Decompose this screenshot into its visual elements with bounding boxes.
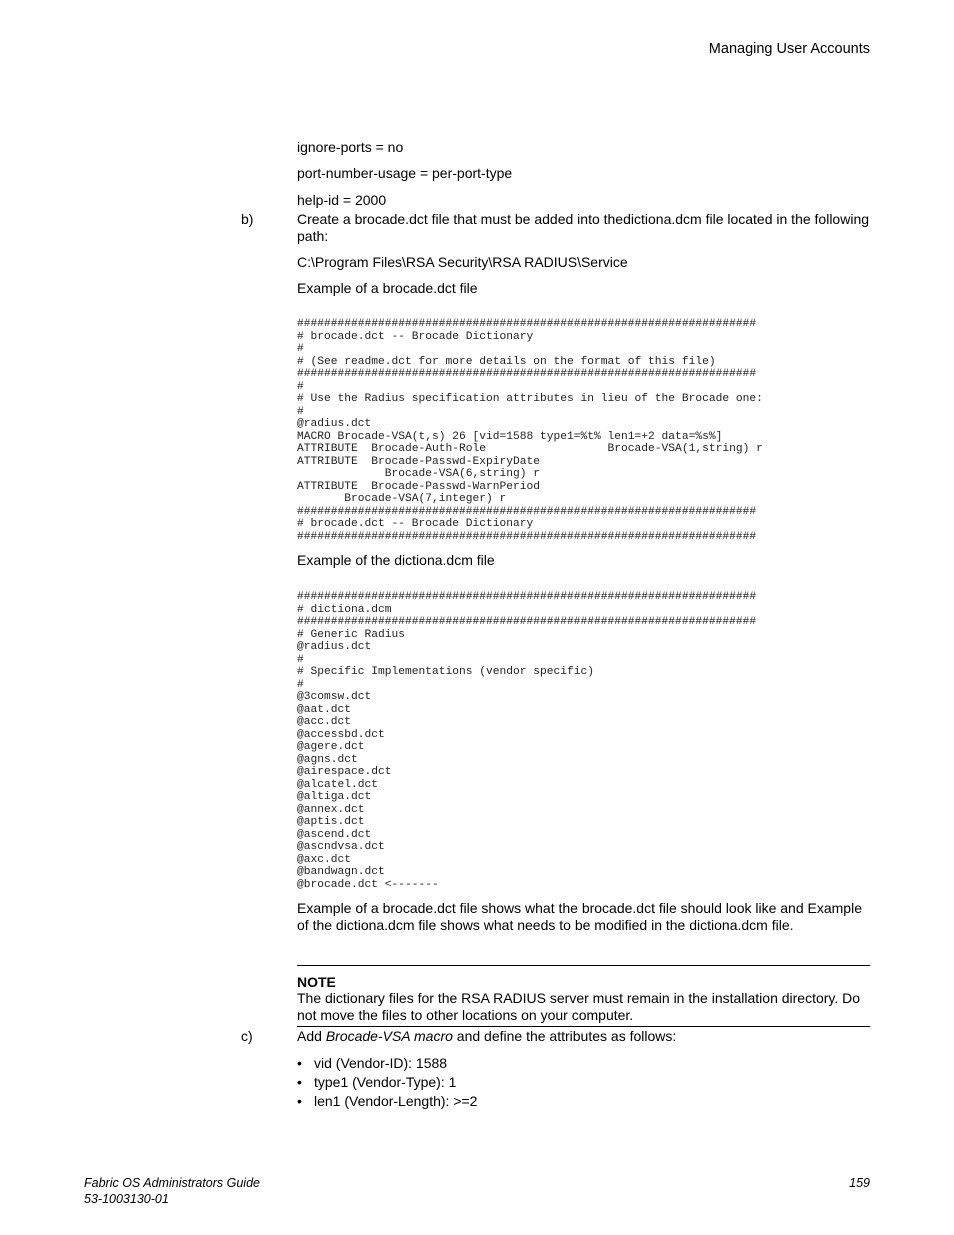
- running-header: Managing User Accounts: [708, 41, 870, 57]
- example-brocade-dct-label: Example of a brocade.dct file: [297, 280, 478, 296]
- dictiona-dcm-code-block: #################################################################### # dictiona.dcm #################################################################### # Generic Radius @radius.dct # # Specific Implementations (vendor specific) # @3comsw.dct @aat.dct @acc.dct @accessbd.dct @agere.dct @agns.dct @airespace.dct @alcatel.dct @altiga.dct @annex.dct @aptis.dct @ascend.dct @ascndvsa.dct @axc.dct @bandwagn.dct @brocade.dct <-------: [297, 591, 757, 891]
- brocade-vsa-macro-term: Brocade-VSA macro: [325, 1028, 453, 1044]
- param-help-id: help-id = 2000: [297, 192, 387, 208]
- step-c-letter: c): [241, 1028, 253, 1044]
- list-item: • type1 (Vendor-Type): 1: [297, 1074, 457, 1090]
- bullet-icon: •: [297, 1093, 302, 1109]
- note-text: The dictionary files for the RSA RADIUS server must remain in the installation directory. Do not move the files to other locations on your computer.: [297, 990, 861, 1023]
- note-top-rule: [297, 965, 870, 966]
- example-summary-paragraph: Example of a brocade.dct file shows what the brocade.dct file should look like and Example of the dictiona.dcm file shows what needs to be modified in the dictiona.dcm file.: [297, 900, 862, 933]
- page-number: 159: [849, 1176, 870, 1190]
- footer-guide-title: Fabric OS Administrators Guide: [84, 1176, 260, 1190]
- note-bottom-rule: [297, 1026, 870, 1027]
- step-b-letter: b): [241, 211, 254, 227]
- bullet-icon: •: [297, 1055, 302, 1071]
- param-port-number-usage: port-number-usage = per-port-type: [297, 165, 513, 181]
- param-ignore-ports: ignore-ports = no: [297, 139, 404, 155]
- bullet-icon: •: [297, 1074, 302, 1090]
- list-item: • len1 (Vendor-Length): >=2: [297, 1093, 478, 1109]
- attribute-list: [297, 1055, 477, 1112]
- list-item: • vid (Vendor-ID): 1588: [297, 1055, 448, 1071]
- example-dictiona-dcm-label: Example of the dictiona.dcm file: [297, 552, 495, 568]
- step-c-text: Add Brocade-VSA macro and define the attributes as follows:: [297, 1028, 677, 1044]
- footer-doc-number: 53-1003130-01: [84, 1192, 169, 1206]
- step-b-text: Create a brocade.dct file that must be added into thedictiona.dcm file located in the following path:: [297, 211, 870, 244]
- note-title: NOTE: [297, 974, 336, 990]
- brocade-dct-code-block: #################################################################### # brocade.dct -- Brocade Dictionary # # (See readme.dct for more details on the format of this file) #################################################################### # # Use the Radius specification attributes in lieu of the Brocade one: # @radius.dct MACRO Brocade-VSA(t,s) 26 [vid=1588 type1=%t% len1=+2 data=%s%] ATTRIBUTE Brocade-Auth-Role Brocade-VSA(1,string) r ATTRIBUTE Brocade-Passwd-ExpiryDate Brocade-VSA(6,string) r ATTRIBUTE Brocade-Passwd-WarnPeriod Brocade-VSA(7,integer) r #################################################################### # brocade.dct -- Brocade Dictionary ####################################################################: [297, 318, 763, 543]
- install-path: C:\Program Files\RSA Security\RSA RADIUS\Service: [297, 254, 628, 270]
